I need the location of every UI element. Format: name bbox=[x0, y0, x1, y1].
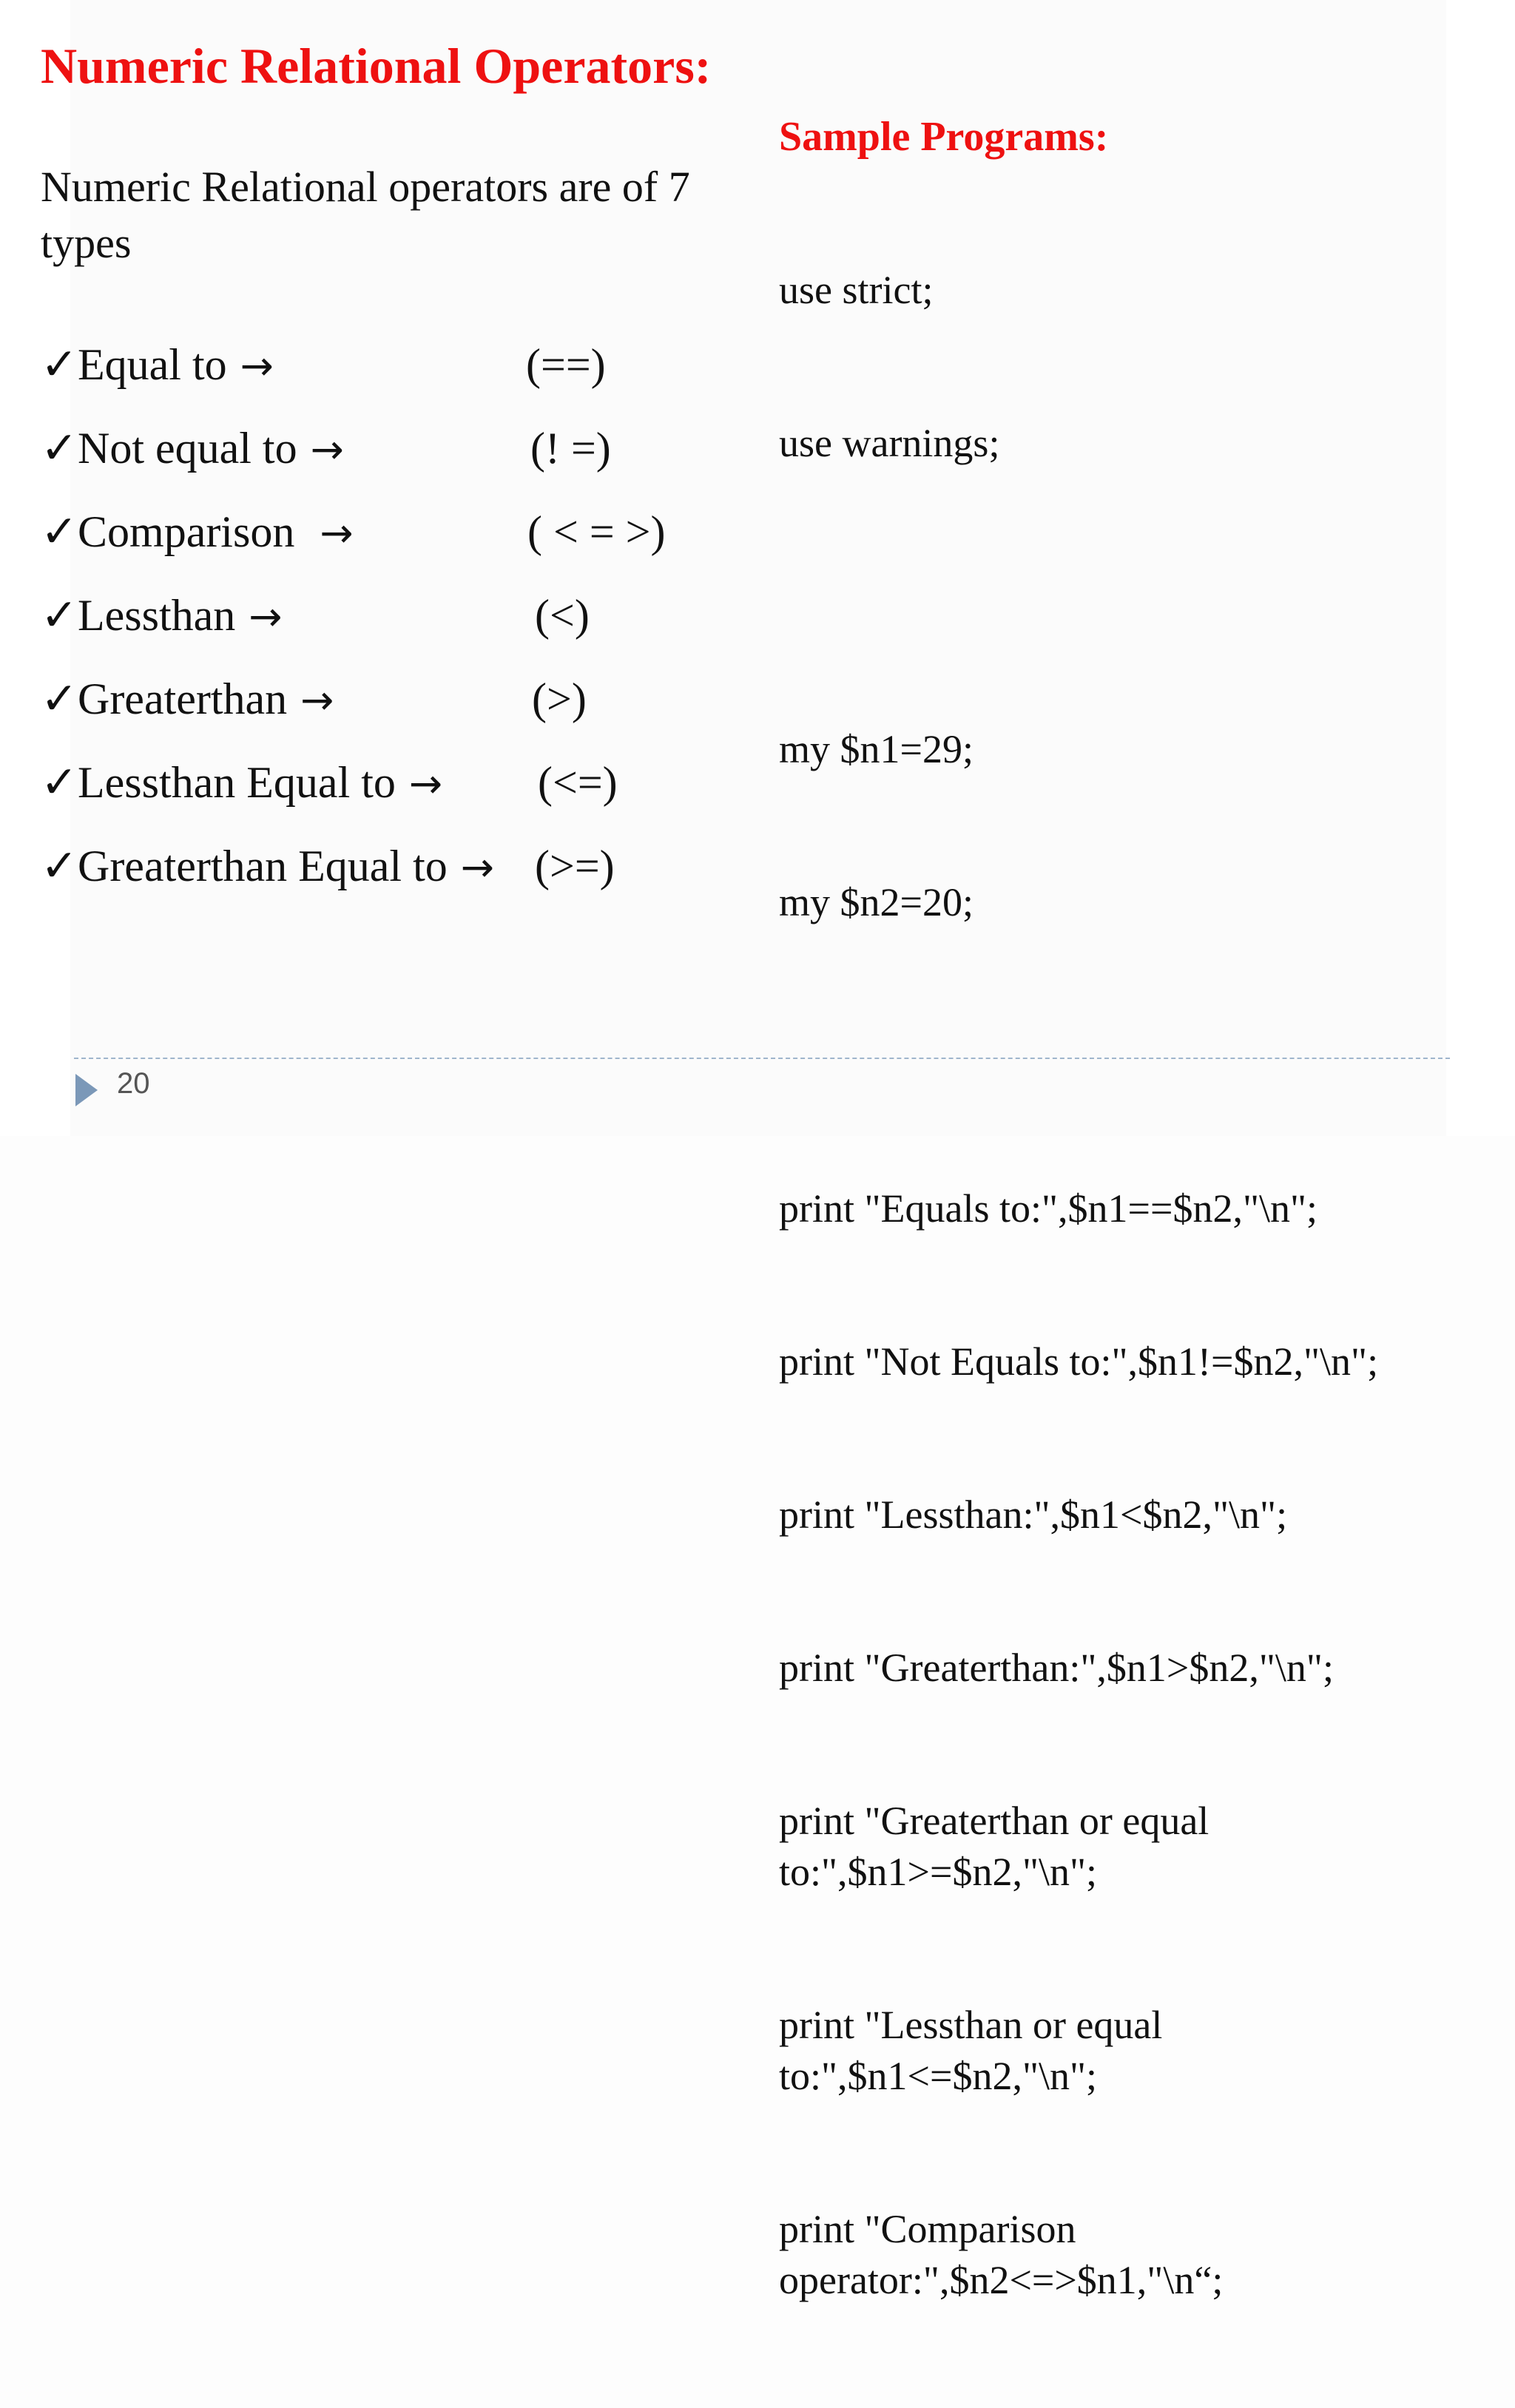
code-line: my $n2=20; bbox=[779, 880, 974, 924]
arrow-right-icon: → bbox=[460, 844, 495, 890]
play-triangle-icon bbox=[75, 1074, 98, 1106]
operator-symbol: (<) bbox=[535, 591, 590, 640]
check-icon: ✓ bbox=[41, 591, 78, 640]
check-icon: ✓ bbox=[41, 424, 78, 473]
operator-name: Lessthan Equal to bbox=[78, 758, 396, 807]
operator-name: Comparison bbox=[78, 507, 295, 556]
operator-name: Greaterthan bbox=[78, 674, 288, 723]
check-icon: ✓ bbox=[41, 340, 78, 389]
arrow-right-icon: → bbox=[300, 677, 334, 723]
slide-title: Numeric Relational Operators: bbox=[41, 38, 712, 94]
code-block bbox=[779, 163, 1489, 2408]
operator-item-not-equal bbox=[41, 420, 780, 504]
code-line: use strict; bbox=[779, 268, 934, 312]
code-line: print "Comparison operator:",$n2<=>$n1,"\n“; bbox=[779, 2207, 1224, 2302]
check-icon: ✓ bbox=[41, 758, 78, 807]
page-number: 20 bbox=[117, 1067, 150, 1100]
code-line: print "Lessthan or equal to:",$n1<=$n2,"\n"; bbox=[779, 2003, 1172, 2098]
code-blank-line bbox=[779, 1030, 1489, 1081]
operator-item-greaterthan-equal bbox=[41, 838, 780, 921]
check-icon: ✓ bbox=[41, 842, 78, 890]
code-line: print "Not Equals to:",$n1!=$n2,"\n"; bbox=[779, 1339, 1379, 1384]
code-line: print "Greaterthan:",$n1>$n2,"\n"; bbox=[779, 1646, 1334, 1690]
operator-symbol: (>=) bbox=[535, 842, 615, 890]
check-icon: ✓ bbox=[41, 674, 78, 723]
operator-item-lessthan-equal bbox=[41, 754, 780, 838]
operator-symbol: (==) bbox=[526, 340, 606, 389]
operator-name: Equal to bbox=[78, 340, 227, 389]
sample-programs-heading: Sample Programs: bbox=[779, 114, 1109, 160]
check-icon: ✓ bbox=[41, 507, 78, 556]
footer-divider bbox=[74, 1058, 1450, 1059]
operator-list bbox=[41, 336, 780, 921]
operator-name: Lessthan bbox=[78, 591, 236, 640]
operator-symbol: ( < = >) bbox=[527, 507, 666, 556]
code-line: print "Equals to:",$n1==$n2,"\n"; bbox=[779, 1186, 1318, 1231]
code-line: use warnings; bbox=[779, 421, 1000, 465]
intro-text: Numeric Relational operators are of 7 types bbox=[41, 163, 690, 267]
code-line: print "Greaterthan or equal to:",$n1>=$n2,"\n"; bbox=[779, 1799, 1219, 1894]
operator-item-comparison bbox=[41, 504, 780, 587]
operator-item-greaterthan bbox=[41, 671, 780, 754]
sample-programs bbox=[779, 111, 1489, 2408]
arrow-right-icon: → bbox=[320, 510, 354, 556]
code-line: my $n1=29; bbox=[779, 727, 974, 771]
arrow-right-icon: → bbox=[249, 593, 283, 640]
operator-item-equal bbox=[41, 336, 780, 420]
operator-name: Greaterthan Equal to bbox=[78, 842, 448, 890]
arrow-right-icon: → bbox=[310, 426, 344, 473]
operator-symbol: (! =) bbox=[530, 424, 611, 473]
code-line: print "Lessthan:",$n1<$n2,"\n"; bbox=[779, 1492, 1288, 1537]
operator-item-lessthan bbox=[41, 587, 780, 671]
code-blank-line bbox=[779, 571, 1489, 622]
arrow-right-icon: → bbox=[240, 342, 274, 389]
operator-symbol: (<=) bbox=[538, 758, 618, 807]
operator-name: Not equal to bbox=[78, 424, 297, 473]
operator-symbol: (>) bbox=[532, 674, 587, 723]
arrow-right-icon: → bbox=[408, 760, 443, 807]
